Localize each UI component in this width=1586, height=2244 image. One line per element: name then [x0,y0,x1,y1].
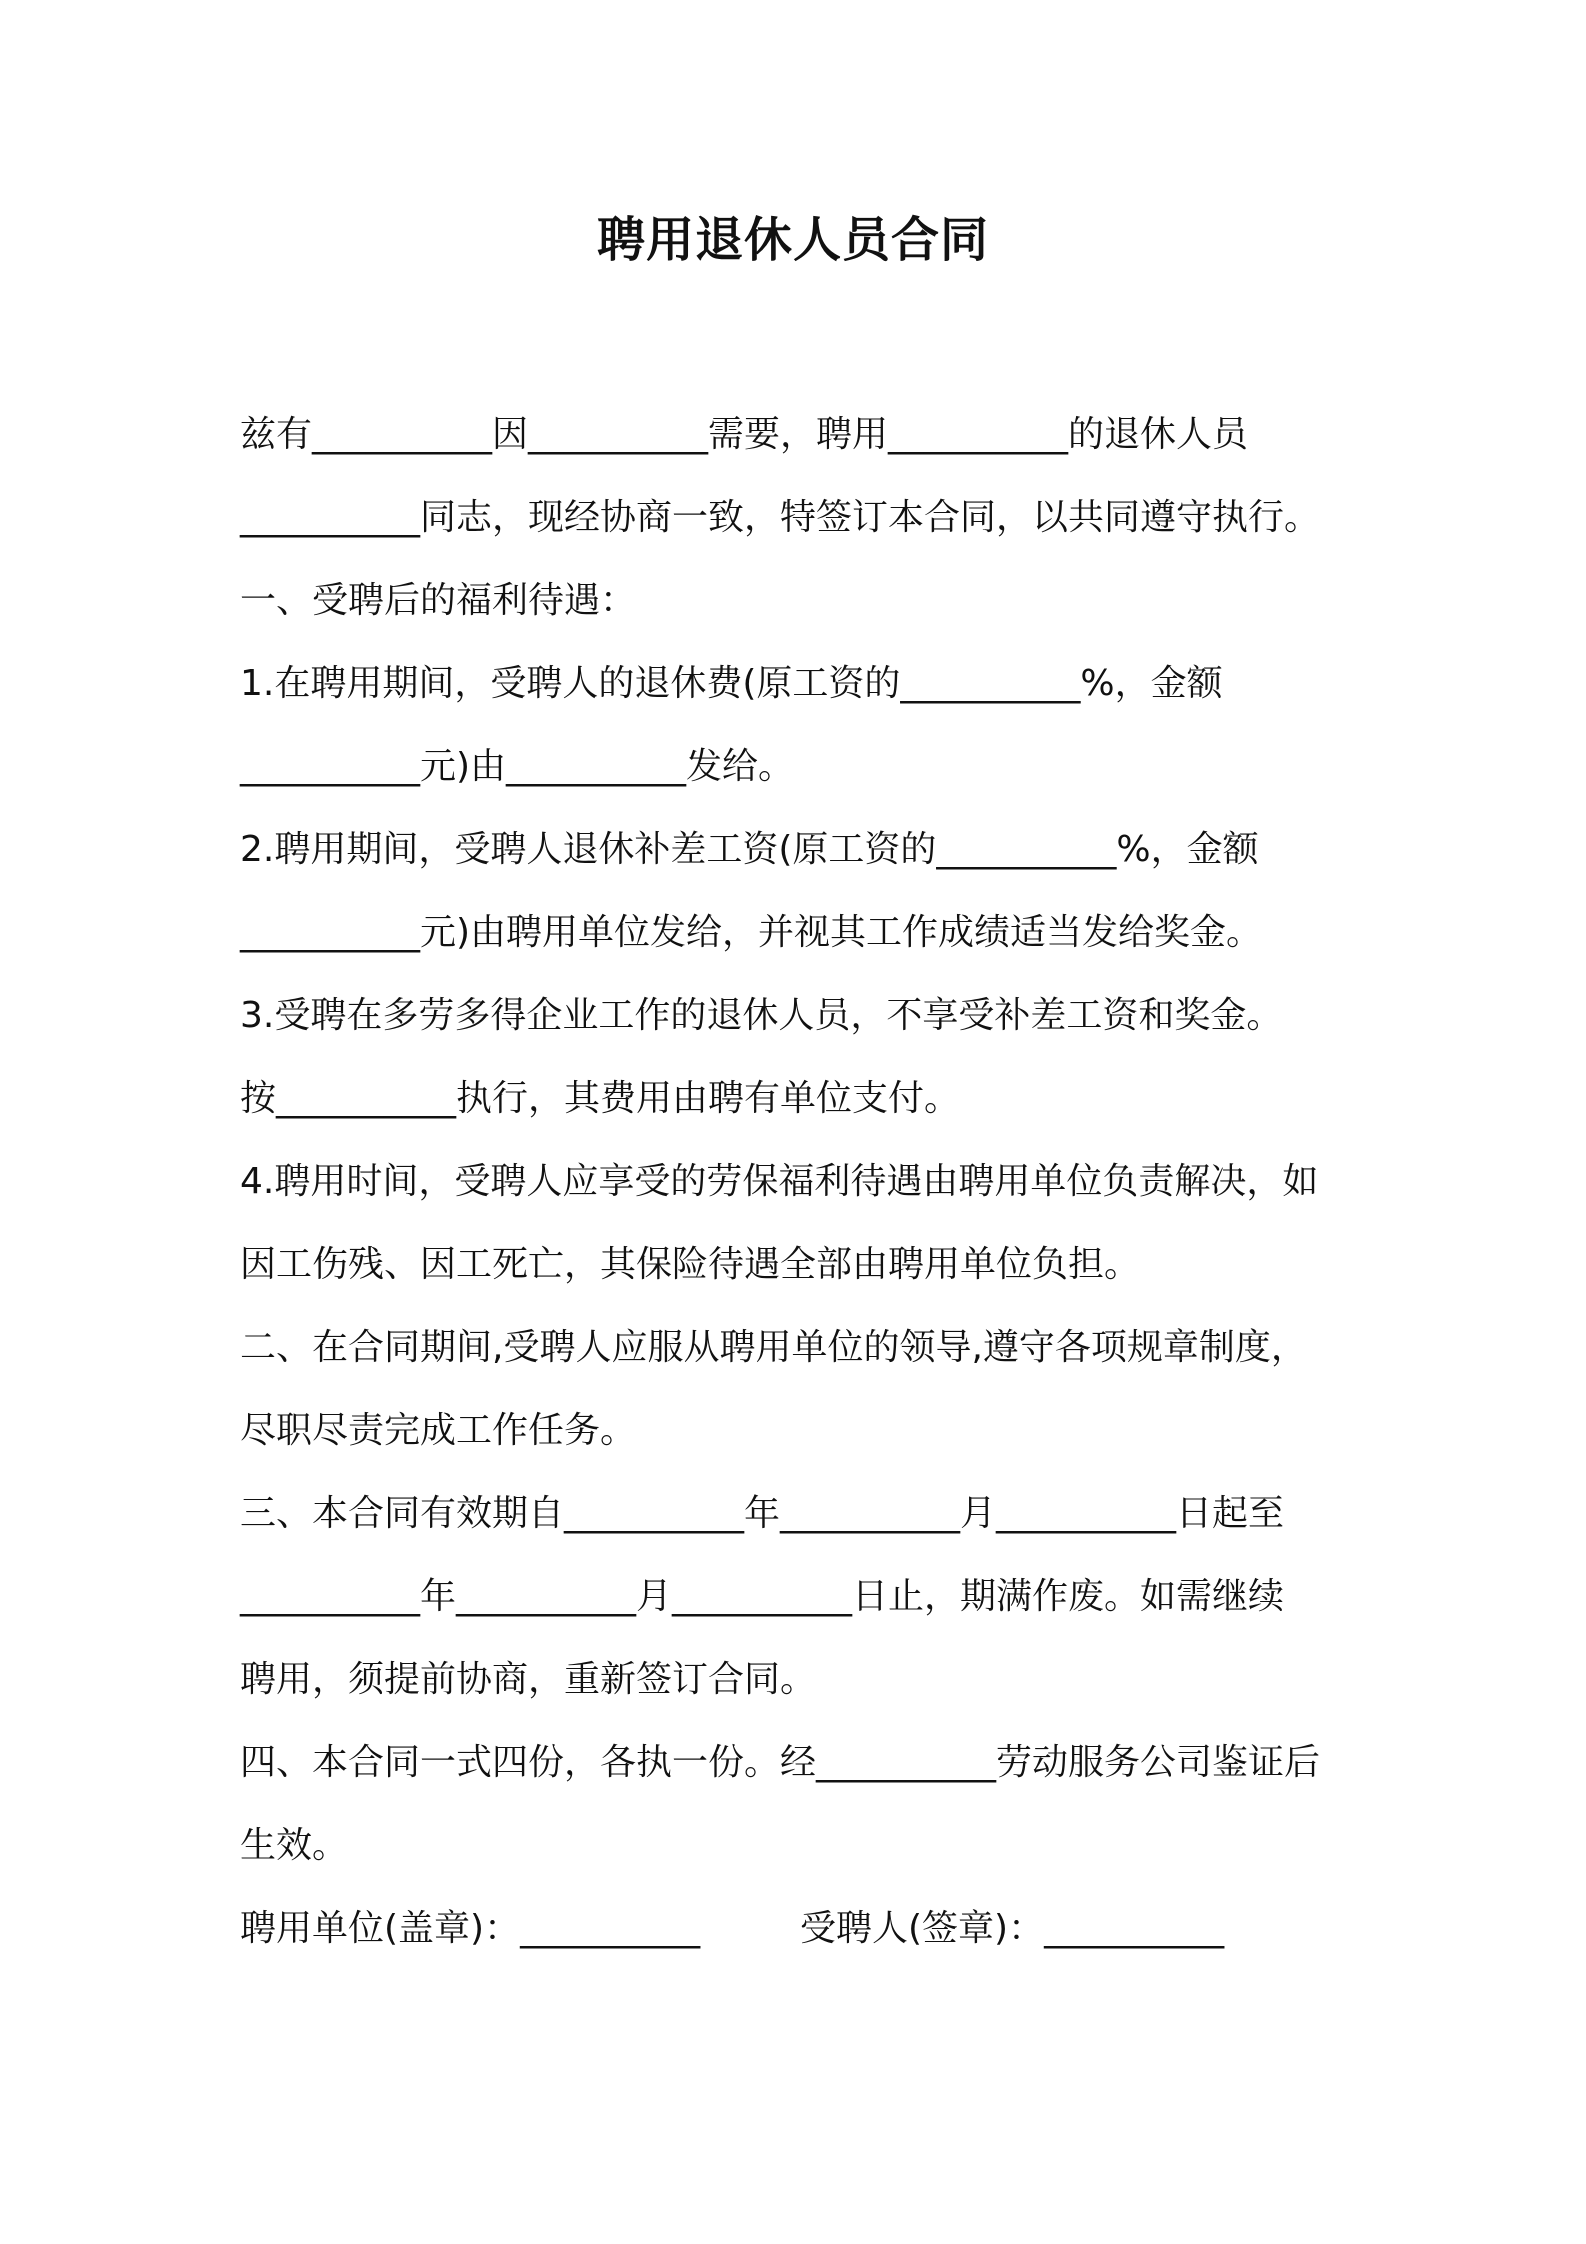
paragraph-line: __________元)由聘用单位发给，并视其工作成绩适当发给奖金。 [240,912,1263,953]
paragraph-line: 兹有__________因__________需要，聘用__________的退休人员 [240,414,1249,455]
document-title: 聘用退休人员合同 [596,212,989,268]
section-heading: 四、本合同一式四份，各执一份。经__________劳动服务公司鉴证后 [240,1742,1321,1783]
paragraph-line: __________元)由__________发给。 [240,746,795,787]
paragraph-line: __________同志，现经协商一致，特签订本合同，以共同遵守执行。 [240,497,1321,538]
section-heading: 三、本合同有效期自__________年__________月__________日起至 [240,1493,1285,1534]
paragraph-line: __________年__________月__________日止，期满作废。如需继续 [240,1576,1285,1617]
paragraph-line: 按__________执行，其费用由聘有单位支付。 [240,1078,961,1119]
section-heading: 二、在合同期间,受聘人应服从聘用单位的领导,遵守各项规章制度， [240,1327,1307,1368]
paragraph-line: 1.在聘用期间，受聘人的退休费(原工资的__________%，金额 [240,663,1223,704]
employee-signature-field: 受聘人(签章)：__________ [800,1908,1225,1949]
employer-signature-field: 聘用单位(盖章)：__________ [240,1908,701,1949]
paragraph-line: 3.受聘在多劳多得企业工作的退休人员，不享受补差工资和奖金。 [240,995,1283,1036]
section-heading: 一、受聘后的福利待遇： [240,580,637,621]
paragraph-line: 因工伤残、因工死亡，其保险待遇全部由聘用单位负担。 [240,1244,1141,1285]
paragraph-line: 4.聘用时间，受聘人应享受的劳保福利待遇由聘用单位负责解决，如 [240,1161,1319,1202]
paragraph-line: 2.聘用期间，受聘人退休补差工资(原工资的__________%，金额 [240,829,1259,870]
paragraph-line: 生效。 [240,1825,349,1866]
paragraph-line: 尽职尽责完成工作任务。 [240,1410,637,1451]
paragraph-line: 聘用，须提前协商，重新签订合同。 [240,1659,817,1700]
